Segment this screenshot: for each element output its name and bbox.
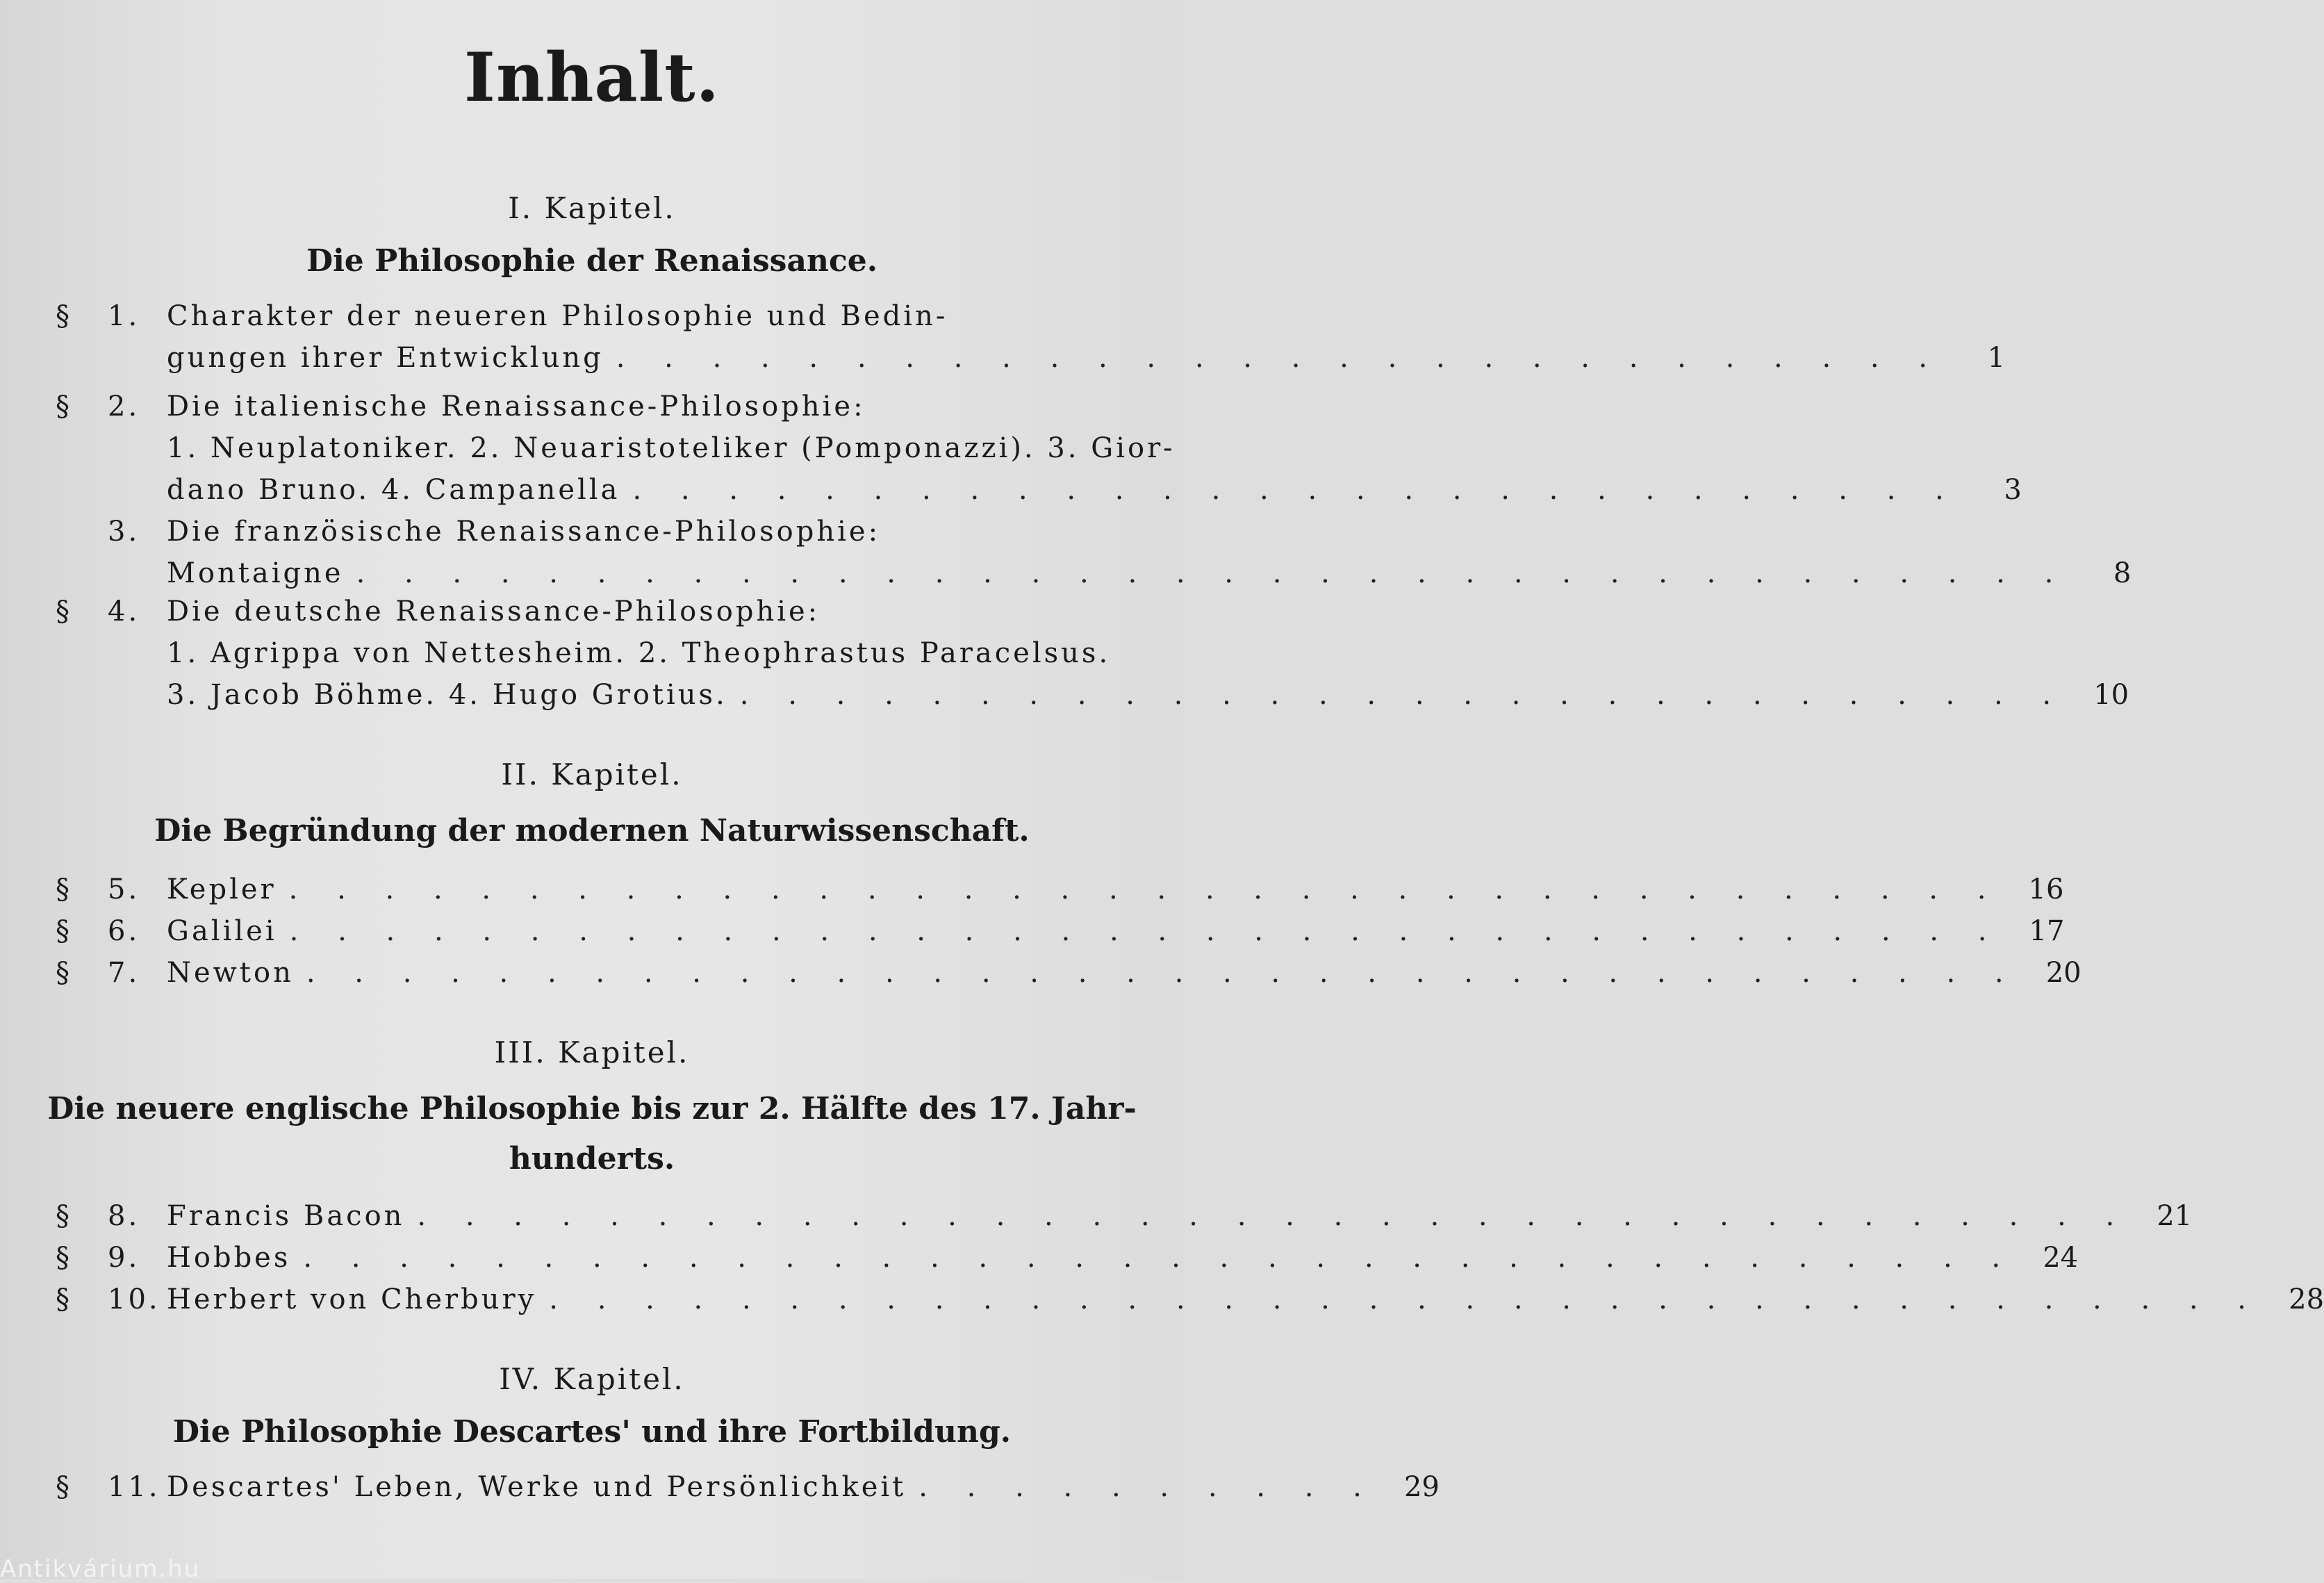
entry-text: Die französische Renaissance-Philosophie: (167, 516, 881, 548)
entry-text: Newton (167, 957, 294, 989)
section-mark: § (56, 1471, 72, 1503)
entry-number: 11. (108, 1471, 160, 1503)
dot-leader: . . . . . . . . . . . . . . . . . . . . . . . . . . . . . . . . . . . . (356, 557, 2069, 589)
chapter-heading: II. Kapitel. (501, 757, 683, 792)
entry-number: 2. (108, 391, 140, 423)
entry-number: 4. (108, 596, 140, 628)
section-mark: § (56, 1283, 72, 1315)
chapter-subtitle: Die Begründung der modernen Naturwissenschaft. (154, 813, 1030, 848)
entry-number: 10. (108, 1283, 160, 1315)
chapter-heading: I. Kapitel. (508, 191, 676, 225)
section-mark: § (56, 300, 72, 332)
chapter-subtitle (42, 1084, 1142, 1184)
page-number: 29 (1403, 1471, 1440, 1503)
entry-number: 5. (108, 873, 140, 905)
entry-text: 1. Neuplatoniker. 2. Neuaristoteliker (Pomponazzi). 3. Gior- (167, 432, 1176, 464)
entry-text: Descartes' Leben, Werke und Persönlichkeit (167, 1471, 907, 1503)
entry-number: 7. (108, 957, 140, 989)
dot-leader: . . . . . . . . . . . . . . . . . . . . . . . . . . . . (616, 342, 1943, 374)
dot-leader: . . . . . . . . . . . . . . . . . . . . . . . . . . . . (632, 474, 1959, 506)
dot-leader: . . . . . . . . . . . . . . . . . . . . . . . . . . . . . . . . . . . . (288, 873, 2002, 905)
toc-entry (56, 1466, 1440, 1508)
entry-text: Charakter der neueren Philosophie und Bedin- (167, 300, 948, 332)
dot-leader: . . . . . . . . . . . . . . . . . . . . . . . . . . . . (739, 679, 2067, 711)
entry-text: Kepler (167, 873, 277, 905)
section-mark: § (56, 915, 72, 947)
page-number: 10 (2093, 679, 2129, 711)
section-mark: § (56, 873, 72, 905)
entry-number: 3. (108, 516, 140, 548)
section-mark: § (56, 1200, 72, 1232)
entry-number: 9. (108, 1242, 140, 1274)
dot-leader: . . . . . . . . . . . . . . . . . . . . . . . . . . . . . . . . . . . . (549, 1283, 2262, 1315)
page-number: 21 (2157, 1200, 2193, 1232)
entry-number: 1. (108, 300, 140, 332)
page-number: 3 (2004, 474, 2022, 506)
entry-text: 3. Jacob Böhme. 4. Hugo Grotius. (167, 679, 727, 711)
page-number: 28 (2289, 1283, 2324, 1315)
page-number: 20 (2045, 957, 2082, 989)
chapter-subtitle: Die Philosophie der Renaissance. (306, 243, 878, 279)
dot-leader: . . . . . . . . . . . . . . . . . . . . . . . . . . . . . . . . . . . . (306, 957, 2019, 989)
entry-text: Francis Bacon (167, 1200, 405, 1232)
section-mark: § (56, 957, 72, 989)
page-number: 16 (2028, 873, 2064, 905)
chapter-heading: III. Kapitel. (494, 1035, 690, 1069)
entry-text: Galilei (167, 915, 277, 947)
dot-leader: . . . . . . . . . . . . . . . . . . . . . . . . . . . . . . . . . . . . (289, 915, 2002, 947)
entry-text: Herbert von Cherbury (167, 1283, 537, 1315)
dot-leader: . . . . . . . . . . . . . . . . . . . . . . . . . . . . . . . . . . . . (303, 1242, 2016, 1274)
toc-entry (56, 295, 2006, 379)
entry-text: Die deutsche Renaissance-Philosophie: (167, 596, 821, 628)
chapter-heading: IV. Kapitel. (499, 1362, 685, 1396)
entry-text: Die italienische Renaissance-Philosophie: (167, 391, 866, 423)
entry-number: 6. (108, 915, 140, 947)
dot-leader: . . . . . . . . . . . . . . . . . . . . . . . . . . . . . . . . . . . . (417, 1200, 2130, 1232)
chapter-subtitle-line: hunderts. (509, 1141, 675, 1176)
page-title: Inhalt. (464, 38, 720, 117)
entry-text: 1. Agrippa von Nettesheim. 2. Theophrastus Paracelsus. (167, 637, 1111, 669)
section-mark: § (56, 1242, 72, 1274)
toc-entry (56, 386, 2022, 511)
chapter-subtitle-line: Die neuere englische Philosophie bis zur 2. Hälfte des 17. Jahr- (47, 1091, 1137, 1126)
dot-leader: . . . . . . . . . . (918, 1471, 1377, 1503)
page-number: 8 (2113, 557, 2132, 589)
entry-text: dano Bruno. 4. Campanella (167, 474, 620, 506)
toc-entry (56, 511, 2132, 594)
section-mark: § (56, 596, 72, 628)
page-number: 17 (2029, 915, 2065, 947)
watermark: Antikvárium.hu (0, 1555, 201, 1583)
toc-entry (56, 591, 2129, 716)
toc-entry (56, 869, 2082, 994)
section-mark: § (56, 391, 72, 423)
chapter-subtitle: Die Philosophie Descartes' und ihre Fortbildung. (172, 1414, 1012, 1450)
entry-text: Hobbes (167, 1242, 291, 1274)
toc-entry (56, 1195, 2324, 1320)
entry-text: Montaigne (167, 557, 344, 589)
entry-text: gungen ihrer Entwicklung (167, 342, 604, 374)
page-number: 1 (1987, 342, 2006, 374)
page-number: 24 (2043, 1242, 2079, 1274)
entry-number: 8. (108, 1200, 140, 1232)
